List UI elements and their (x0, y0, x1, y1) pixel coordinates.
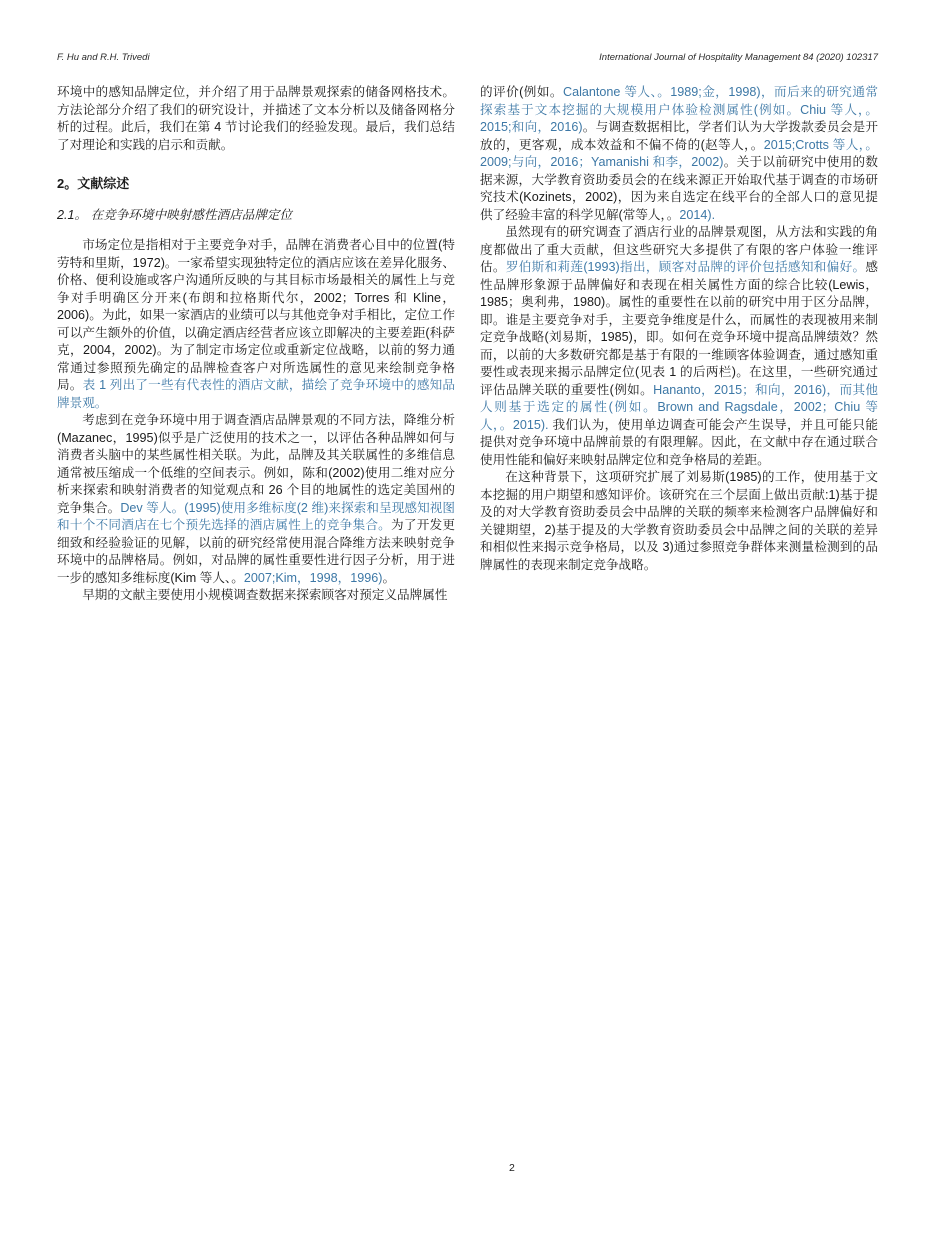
header-authors: F. Hu and R.H. Trivedi (57, 52, 150, 63)
text-segment: 在这种背景下，这项研究扩展了刘易斯(1985)的工作，使用基于文本挖掘的用户期望和感知评价。该研究在三个层面上做出贡献:1)基于提及的对大学教育资助委员会中品牌的关联的频率来检测客户品牌偏好和关键期望，2)基于提及的大学教育资助委员会中品牌之间的关联的差异和相似性来揭示竞争格局，以及 3)通过参照竞争群体来测量检测到的品牌属性的表现来制定竞争战略。 (480, 470, 878, 572)
citation-link[interactable]: 2014). (679, 207, 716, 222)
two-column-layout (57, 84, 878, 605)
text-segment: 。与调查数据相比，学者们认为大学拨款委员会是开放的，更客观，成本效益和不偏不倚的(赵等人，。 (480, 120, 879, 152)
header-journal: International Journal of Hospitality Management 84 (2020) 102317 (599, 52, 878, 63)
subsection-heading: 2.1。 在竞争环境中映射感性酒店品牌定位 (57, 208, 293, 222)
citation-link[interactable]: Calantone 等人、。1989;金，1998)，而后来的研究通常探索基于文本挖掘的大规模用户体验检测属性(例如。Chiu 等人，。2015;和向，2016) (480, 85, 878, 134)
paragraph (480, 469, 878, 574)
citation-link[interactable]: 罗伯斯和莉莲(1993)指出，顾客对品牌的评价包括感知和偏好。 (505, 260, 866, 274)
text-segment: 我们认为，使用单边调查可能会产生误导，并且可能只能提供对竞争环境中品牌前景的有限理解。因此，在文献中存在通过联合使用性能和偏好来映射品牌定位和竞争格局的差距。 (480, 417, 878, 467)
paragraph (57, 237, 455, 412)
text-segment: 感性品牌形象源于品牌偏好和表现在相关属性方面的综合比较(Lewis，1985；奥利弗，1980)。属性的重要性在以前的研究中用于区分品牌，即。谁是主要竞争对手，主要竞争维度是什么，而属性的表现被用来制定竞争战略(刘易斯，1985)，即。如何在竞争环境中提高品牌绩效？然而，以前的大多数研究都是基于有限的一维顾客体验调查，通过感知重要性或表现来揭示品牌定位(见表 1 的后两栏)。在这里，一些研究通过评估品牌关联的重要性(例如。 (480, 260, 878, 397)
text-segment: 的评价(例如。 (480, 85, 563, 99)
citation-link[interactable]: Dev 等人。(1995)使用多维标度(2 维)来探索和呈现感知视图和十个不同酒店在七个预先选择的酒店属性上的竞争集合。 (57, 500, 455, 532)
text-segment: 早期的文献主要使用小规模调查数据来探索顾客对预定义品牌属性 (82, 588, 448, 602)
paragraph-continuation (480, 84, 878, 224)
page-number: 2 (509, 1162, 515, 1174)
citation-link[interactable]: 2015;Crotts 等人，。2009;与向，2016；Yamanishi 和李，2002) (480, 137, 878, 169)
citation-link[interactable]: 表 1 列出了一些有代表性的酒店文献，描绘了竞争环境中的感知品牌景观。 (57, 378, 455, 410)
left-column (57, 84, 455, 605)
section-heading: 2。文献综述 (57, 176, 130, 191)
text-segment: 环境中的感知品牌定位，并介绍了用于品牌景观探索的储备网格技术。方法论部分介绍了我们的研究设计，并描述了文本分析以及储备网格分析的过程。此后，我们在第 4 节讨论我们的经验发现。最后，我们总结了对理论和实践的启示和贡献。 (57, 85, 455, 152)
text-segment: 考虑到在竞争环境中用于调查酒店品牌景观的不同方法，降维分析(Mazanec，1995)似乎是广泛使用的技术之一，以评估各种品牌如何与消费者头脑中的某些属性相关联。为此，品牌及其关联属性的多维信息通常被压缩成一个低维的空间表示。例如，陈和(2002)使用二维对应分析来探索和映射消费者的知觉观点和 26 个目的地属性的选定美国州的竞争集合。 (57, 413, 455, 515)
paragraph (57, 587, 455, 605)
running-header (57, 52, 878, 63)
paragraph-continuation (57, 84, 455, 154)
citation-link[interactable]: 2007;Kim，1998，1996) (243, 570, 383, 585)
text-segment: 。 (382, 570, 396, 585)
text-segment: 。关于以前研究中使用的数据来源，大学教育资助委员会的在线来源正开始取代基于调查的市场研究技术(Kozinets，2002)，因为来自选定在线平台的全部人口的意见提供了经验丰富的科学见解(常等人，。 (480, 155, 879, 222)
citation-link[interactable]: Hananto，2015；和向，2016)，而其他人则基于选定的属性(例如。Brown and Ragsdale，2002；Chiu 等人，。2015). (480, 382, 878, 432)
paragraph (480, 224, 878, 469)
text-segment: 为了开发更细致和经验验证的见解，以前的研究经常使用混合降维方法来映射竞争环境中的品牌格局。例如，对品牌的属性重要性进行因子分析，用于进一步的感知多维标度(Kim 等人、。 (57, 518, 456, 585)
paragraph (57, 412, 455, 587)
text-segment: 虽然现有的研究调查了酒店行业的品牌景观图，从方法和实践的角度都做出了重大贡献，但这些研究大多提供了有限的客户体验一维评估。 (480, 225, 878, 274)
right-column (480, 84, 878, 605)
text-segment: 市场定位是指相对于主要竞争对手，品牌在消费者心目中的位置(特劳特和里斯，1972)。一家希望实现独特定位的酒店应该在差异化服务、价格、便利设施或客户沟通所反映的与其目标市场最相关的属性上与竞争对手明确区分开来(布朗和拉格斯代尔，2002；Torres 和 Kline，2006)。为此，如果一家酒店的业绩可以与其他竞争对手相比，定位工作可以产生额外的价值，以确定酒店经营者应该立即解决的主要差距(科萨克，2004，2002)。为了制定市场定位或重新定位战略，以前的努力通常通过参照预先确定的品牌检查客户对所选属性的意见来绘制竞争格局。 (57, 238, 455, 392)
